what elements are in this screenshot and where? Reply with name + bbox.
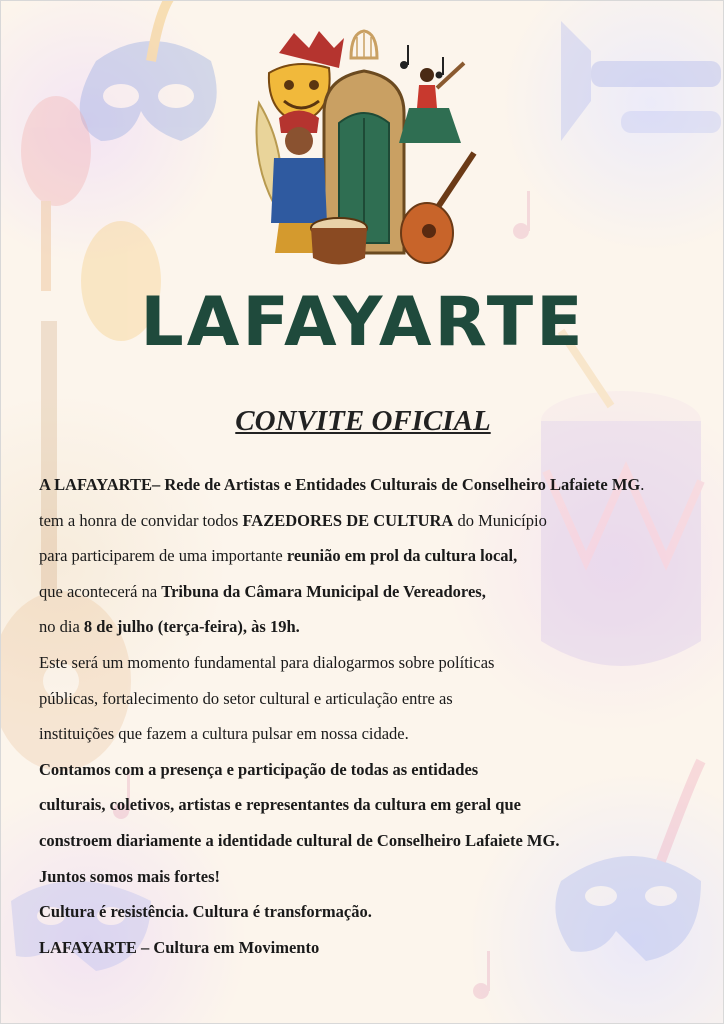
invitation-text — [39, 467, 709, 965]
page-title: CONVITE OFICIAL — [235, 405, 491, 437]
text-segment: que acontecerá na — [39, 581, 162, 601]
guitar-icon — [401, 153, 474, 263]
text-segment: culturais, coletivos, artistas e representantes da cultura em geral que — [39, 795, 521, 815]
text-segment: constroem diariamente a identidade cultural de Conselheiro Lafaiete MG. — [39, 830, 560, 850]
text-segment: Este será um momento fundamental para dialogarmos sobre políticas — [39, 652, 495, 672]
text-segment: para participarem de uma importante — [39, 546, 287, 566]
text-line — [39, 538, 709, 574]
carnival-mask-icon — [80, 1, 217, 141]
text-segment: LAFAYARTE – Cultura em Movimento — [39, 937, 320, 957]
culture-emblem — [239, 23, 489, 273]
text-segment: . — [640, 475, 645, 494]
text-segment: no dia — [39, 617, 84, 637]
lyre-icon — [351, 31, 377, 58]
text-line — [39, 752, 709, 788]
text-segment: Juntos somos mais fortes! — [39, 866, 221, 886]
text-segment: 8 de julho (terça-feira), às 19h. — [83, 617, 300, 637]
text-line — [39, 787, 709, 823]
text-segment: do Município — [453, 510, 547, 530]
trumpet-icon — [561, 21, 721, 141]
text-segment: instituições que fazem a cultura pulsar em nossa cidade. — [39, 724, 409, 744]
text-segment: Contamos com a presença e participação de todas as entidades — [39, 759, 479, 779]
text-line — [39, 645, 709, 681]
dancer-icon — [399, 63, 464, 143]
text-line — [39, 894, 709, 930]
text-segment: públicas, fortalecimento do setor cultural e articulação entre as — [39, 688, 453, 708]
text-line — [39, 467, 709, 503]
text-line — [39, 716, 709, 752]
text-segment: Tribuna da Câmara Municipal de Vereadores, — [161, 581, 486, 601]
text-line — [39, 609, 709, 645]
text-line — [39, 823, 709, 859]
text-line — [39, 930, 709, 966]
text-segment: tem a honra de convidar todos — [39, 510, 243, 530]
text-segment: reunião em prol da cultura local, — [286, 546, 518, 566]
text-segment: Cultura é resistência. Cultura é transformação. — [39, 902, 372, 922]
text-line — [39, 859, 709, 895]
brand-title: LAFAYARTE — [140, 283, 586, 362]
text-segment: A LAFAYARTE– Rede de Artistas e Entidades Culturais de Conselheiro Lafaiete MG — [39, 475, 641, 494]
text-line — [39, 574, 709, 610]
text-line — [39, 503, 709, 539]
text-line — [39, 681, 709, 717]
text-segment: FAZEDORES DE CULTURA — [242, 510, 454, 530]
